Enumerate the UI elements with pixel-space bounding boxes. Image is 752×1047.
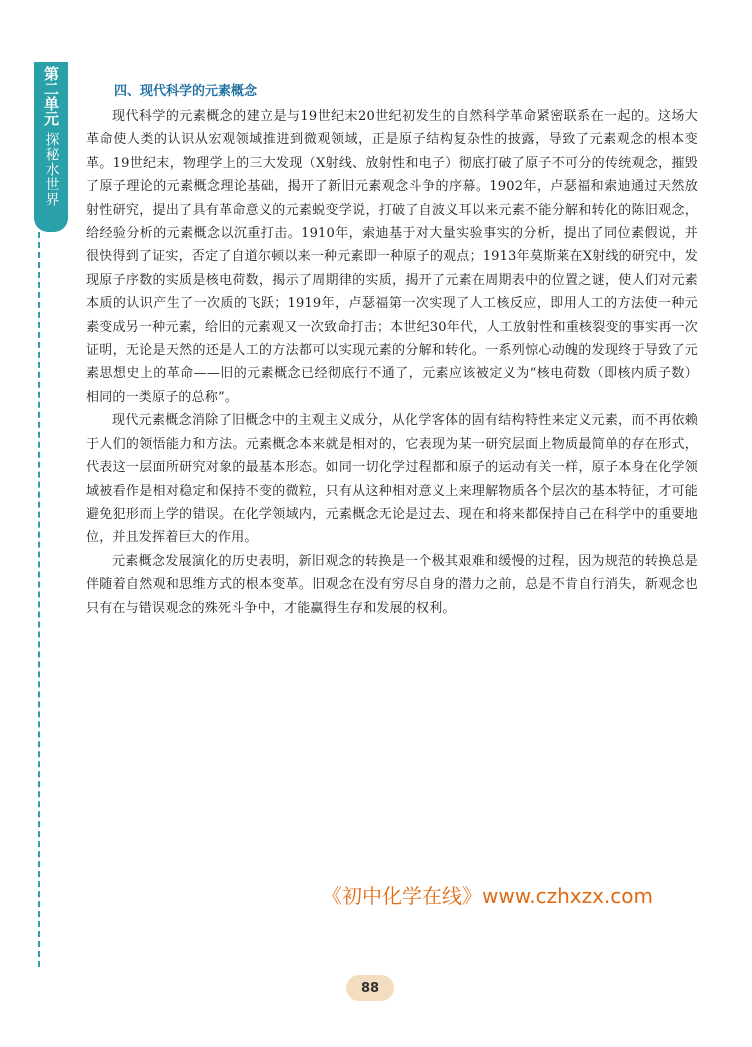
sidebar-dashed-divider <box>38 232 40 967</box>
unit-side-tab <box>34 62 68 232</box>
paragraph-2: 现代元素概念消除了旧概念中的主观主义成分，从化学客体的固有结构特性来定义元素，而不再依赖于人们的领悟能力和方法。元素概念本来就是相对的，它表现为某一研究层面上物质最简单的存在形式，代表这一层面所研究对象的最基本形态。如同一切化学过程都和原子的运动有关一样，原子本身在化学领域被看作是相对稳定和保持不变的微粒，只有从这种相对意义上来理解物质各个层次的基本特征，才可能避免犯形而上学的错误。在化学领域内，元素概念无论是过去、现在和将来都保持自己在科学中的重要地位，并且发挥着巨大的作用。 <box>86 413 698 546</box>
main-content <box>86 80 698 620</box>
paragraph-1: 现代科学的元素概念的建立是与19世纪末20世纪初发生的自然科学革命紧密联系在一起的。这场大革命使人类的认识从宏观领域推进到微观领域，正是原子结构复杂性的披露，导致了元素观念的根本变革。19世纪末，物理学上的三大发现（X射线、放射性和电子）彻底打破了原子不可分的传统观念，摧毁了原子理论的元素概念理论基础，揭开了新旧元素观念斗争的序幕。1902年，卢瑟福和索迪通过天然放射性研究，提出了具有革命意义的元素蜕变学说，打破了自波义耳以来元素不能分解和转化的陈旧观念，给经验分析的元素概念以沉重打击。1910年，索迪基于对大量实验事实的分析，提出了同位素假说，并很快得到了证实，否定了自道尔顿以来一种元素即一种原子的观点；1913年莫斯莱在X射线的研究中，发现原子序数的实质是核电荷数，揭示了周期律的实质，揭开了元素在周期表中的位置之谜，使人们对元素本质的认识产生了一次质的飞跃；1919年，卢瑟福第一次实现了人工核反应，即用人工的方法使一种元素变成另一种元素，给旧的元素观又一次致命打击；本世纪30年代，人工放射性和重核裂变的事实再一次证明，无论是天然的还是人工的方法都可以实现元素的分解和转化。一系列惊心动魄的发现终于导致了元素思想史上的革命——旧的元素概念已经彻底行不通了，元素应该被定义为“核电荷数（即核内质子数）相同的一类原子的总称”。 <box>86 109 698 405</box>
section-heading: 四、现代科学的元素概念 <box>114 84 258 99</box>
unit-label: 第二单元 <box>42 66 60 126</box>
page-number: 88 <box>360 980 380 996</box>
unit-theme-label: 探秘水世界 <box>43 132 60 207</box>
paragraph-3: 元素概念发展演化的历史表明，新旧观念的转换是一个极其艰难和缓慢的过程，因为规范的转换总是伴随着自然观和思维方式的根本变革。旧观念在没有穷尽自身的潜力之前，总是不肯自行消失，新观念也只有在与错误观念的殊死斗争中，才能赢得生存和发展的权利。 <box>86 553 698 616</box>
page-number-badge <box>346 975 394 1001</box>
website-watermark: 《初中化学在线》www.czhxzx.com <box>322 884 654 908</box>
